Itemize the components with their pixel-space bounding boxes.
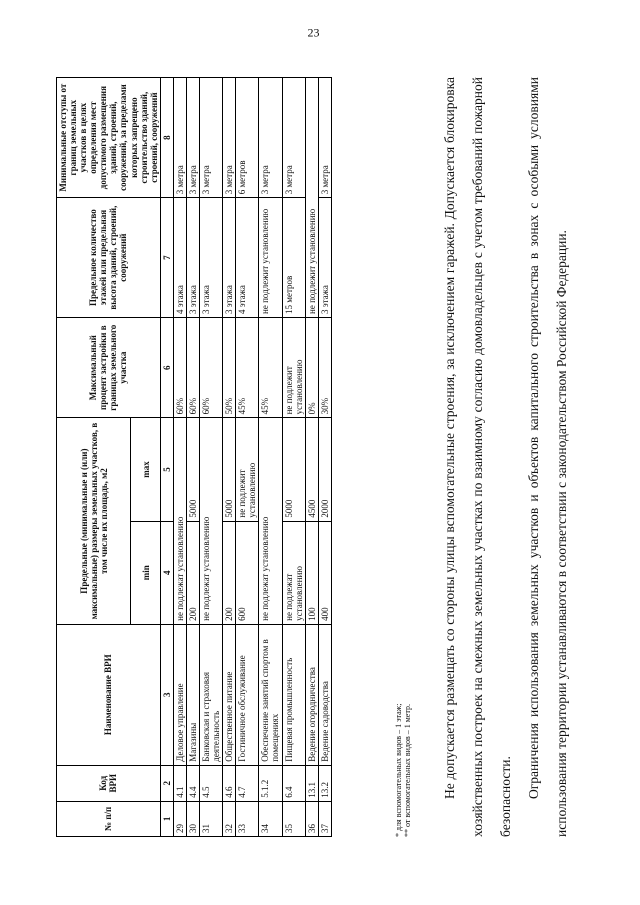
index-cell: 4 [160, 521, 173, 624]
row-max: не подлежит установлению [236, 418, 259, 521]
row-setback: 3 метра [200, 78, 223, 198]
footnote: * для вспомогательных видов – 1 этаж; [394, 703, 403, 837]
header-min: min [131, 521, 160, 624]
row-setback: 3 метра [223, 78, 236, 198]
header-num: № п/п [57, 801, 161, 836]
row-name: Деловое управление [173, 624, 186, 765]
index-cell: 1 [160, 801, 173, 836]
index-cell: 5 [160, 418, 173, 521]
row-name: Магазины [186, 624, 199, 765]
row-floors: 3 этажа [186, 198, 199, 318]
table-row [259, 78, 282, 837]
row-percent: 60% [186, 317, 199, 417]
row-code: 6.4 [282, 765, 305, 801]
row-max: 5000 [223, 418, 236, 521]
header-floors: Предельное количество этажей или предельная высота зданий, строений, сооружений [57, 198, 161, 318]
row-area: не подлежат установлению [259, 418, 282, 624]
row-setback: 3 метра [259, 78, 282, 198]
row-max: 2000 [318, 418, 331, 521]
row-code: 13.1 [305, 765, 318, 801]
row-max: 5000 [186, 418, 199, 521]
index-row [160, 78, 173, 837]
row-floors-setback: не подлежит установлению [305, 78, 318, 318]
header-max: max [131, 418, 160, 521]
row-min: 400 [318, 521, 331, 624]
row-number: 37 [318, 801, 331, 836]
row-name: Общественное питание [223, 624, 236, 765]
paragraph-garages: Не допускается размещать со стороны улицы вспомогательные строения, за исключением гаражей. Допускается блокировка хозяйственных построек на смежных земельных участках по взаимному согласию домовладельцев с учетом требований пожарной безопасности. [442, 77, 513, 837]
row-percent: 45% [259, 317, 282, 417]
header-setback: Минимальные отступы от границ земельных участков в целях определения мест допустимого размещения зданий, строений, сооружений, за пределами которых запрещено строительство зданий, строений, сооружений [57, 78, 161, 198]
row-code: 4.6 [223, 765, 236, 801]
paragraph-restrictions: Ограничения использования земельных участков и объектов капитального строительства в зонах с особыми условиями использования территории устанавливаются в соответствии с законодательством Российской Федерации. [526, 77, 569, 837]
table-row [223, 78, 236, 837]
row-setback: 6 метров [236, 78, 259, 198]
table-row [236, 78, 259, 837]
row-floors: 3 этажа [318, 198, 331, 318]
table-row [173, 78, 186, 837]
page-number: 23 [307, 25, 320, 40]
row-code: 13.2 [318, 765, 331, 801]
row-max: 4500 [305, 418, 318, 521]
index-cell: 7 [160, 198, 173, 318]
index-cell: 3 [160, 624, 173, 765]
row-min: 100 [305, 521, 318, 624]
header-name: Наименование ВРИ [57, 624, 161, 765]
row-setback: 3 метра [318, 78, 331, 198]
row-number: 34 [259, 801, 282, 836]
table-row [200, 78, 223, 837]
row-floors: 15 метров [282, 198, 305, 318]
row-percent: 0% [305, 317, 318, 417]
row-name: Пищевая промышленность [282, 624, 305, 765]
index-cell: 2 [160, 765, 173, 801]
row-max: 5000 [282, 418, 305, 521]
row-floors: 3 этажа [223, 198, 236, 318]
row-setback: 3 метра [186, 78, 199, 198]
row-number: 36 [305, 801, 318, 836]
row-name: Ведение огородничества [305, 624, 318, 765]
table-row [282, 78, 305, 837]
table-row [318, 78, 331, 837]
row-number: 33 [236, 801, 259, 836]
index-cell: 6 [160, 317, 173, 417]
header-area-group: Предельные (минимальные и (или) максимальные) размеры земельных участков, в том числе их площадь, м2 [57, 418, 131, 624]
row-min: 200 [186, 521, 199, 624]
row-number: 30 [186, 801, 199, 836]
row-floors: 4 этажа [236, 198, 259, 318]
zoning-table [56, 77, 332, 837]
table-row [186, 78, 199, 837]
row-percent: 60% [200, 317, 223, 417]
row-number: 31 [200, 801, 223, 836]
header-code: Код ВРИ [57, 765, 161, 801]
row-percent: 50% [223, 317, 236, 417]
row-code: 4.1 [173, 765, 186, 801]
index-cell: 8 [160, 78, 173, 198]
row-percent: 45% [236, 317, 259, 417]
row-percent: 60% [173, 317, 186, 417]
row-area: не подлежат установлению [200, 418, 223, 624]
row-setback: 3 метра [173, 78, 186, 198]
header-percent: Максимальный процент застройки в границах земельного участка [57, 317, 161, 417]
row-min: 600 [236, 521, 259, 624]
row-name: Обеспечение занятий спортом в помещениях [259, 624, 282, 765]
row-floors: 3 этажа [200, 198, 223, 318]
row-name: Ведение садоводства [318, 624, 331, 765]
footnotes [394, 704, 412, 837]
row-code: 4.5 [200, 765, 223, 801]
row-number: 35 [282, 801, 305, 836]
row-name: Гостиничное обслуживание [236, 624, 259, 765]
row-number: 29 [173, 801, 186, 836]
row-code: 5.1.2 [259, 765, 282, 801]
row-percent: 30% [318, 317, 331, 417]
row-min: 200 [223, 521, 236, 624]
row-code: 4.4 [186, 765, 199, 801]
table-header-row [57, 78, 131, 837]
row-number: 32 [223, 801, 236, 836]
row-setback: 3 метра [282, 78, 305, 198]
footnote: ** от вспомогательных видов – 1 метр. [403, 704, 413, 837]
row-min: не подлежат установлению [282, 521, 305, 624]
row-area: не подлежат установлению [173, 418, 186, 624]
row-percent: не подлежит установлению [282, 317, 305, 417]
row-floors: не подлежит установлению [259, 198, 282, 318]
row-name: Банковская и страховая деятельность [200, 624, 223, 765]
row-code: 4.7 [236, 765, 259, 801]
table-row [305, 78, 318, 837]
row-floors: 4 этажа [173, 198, 186, 318]
